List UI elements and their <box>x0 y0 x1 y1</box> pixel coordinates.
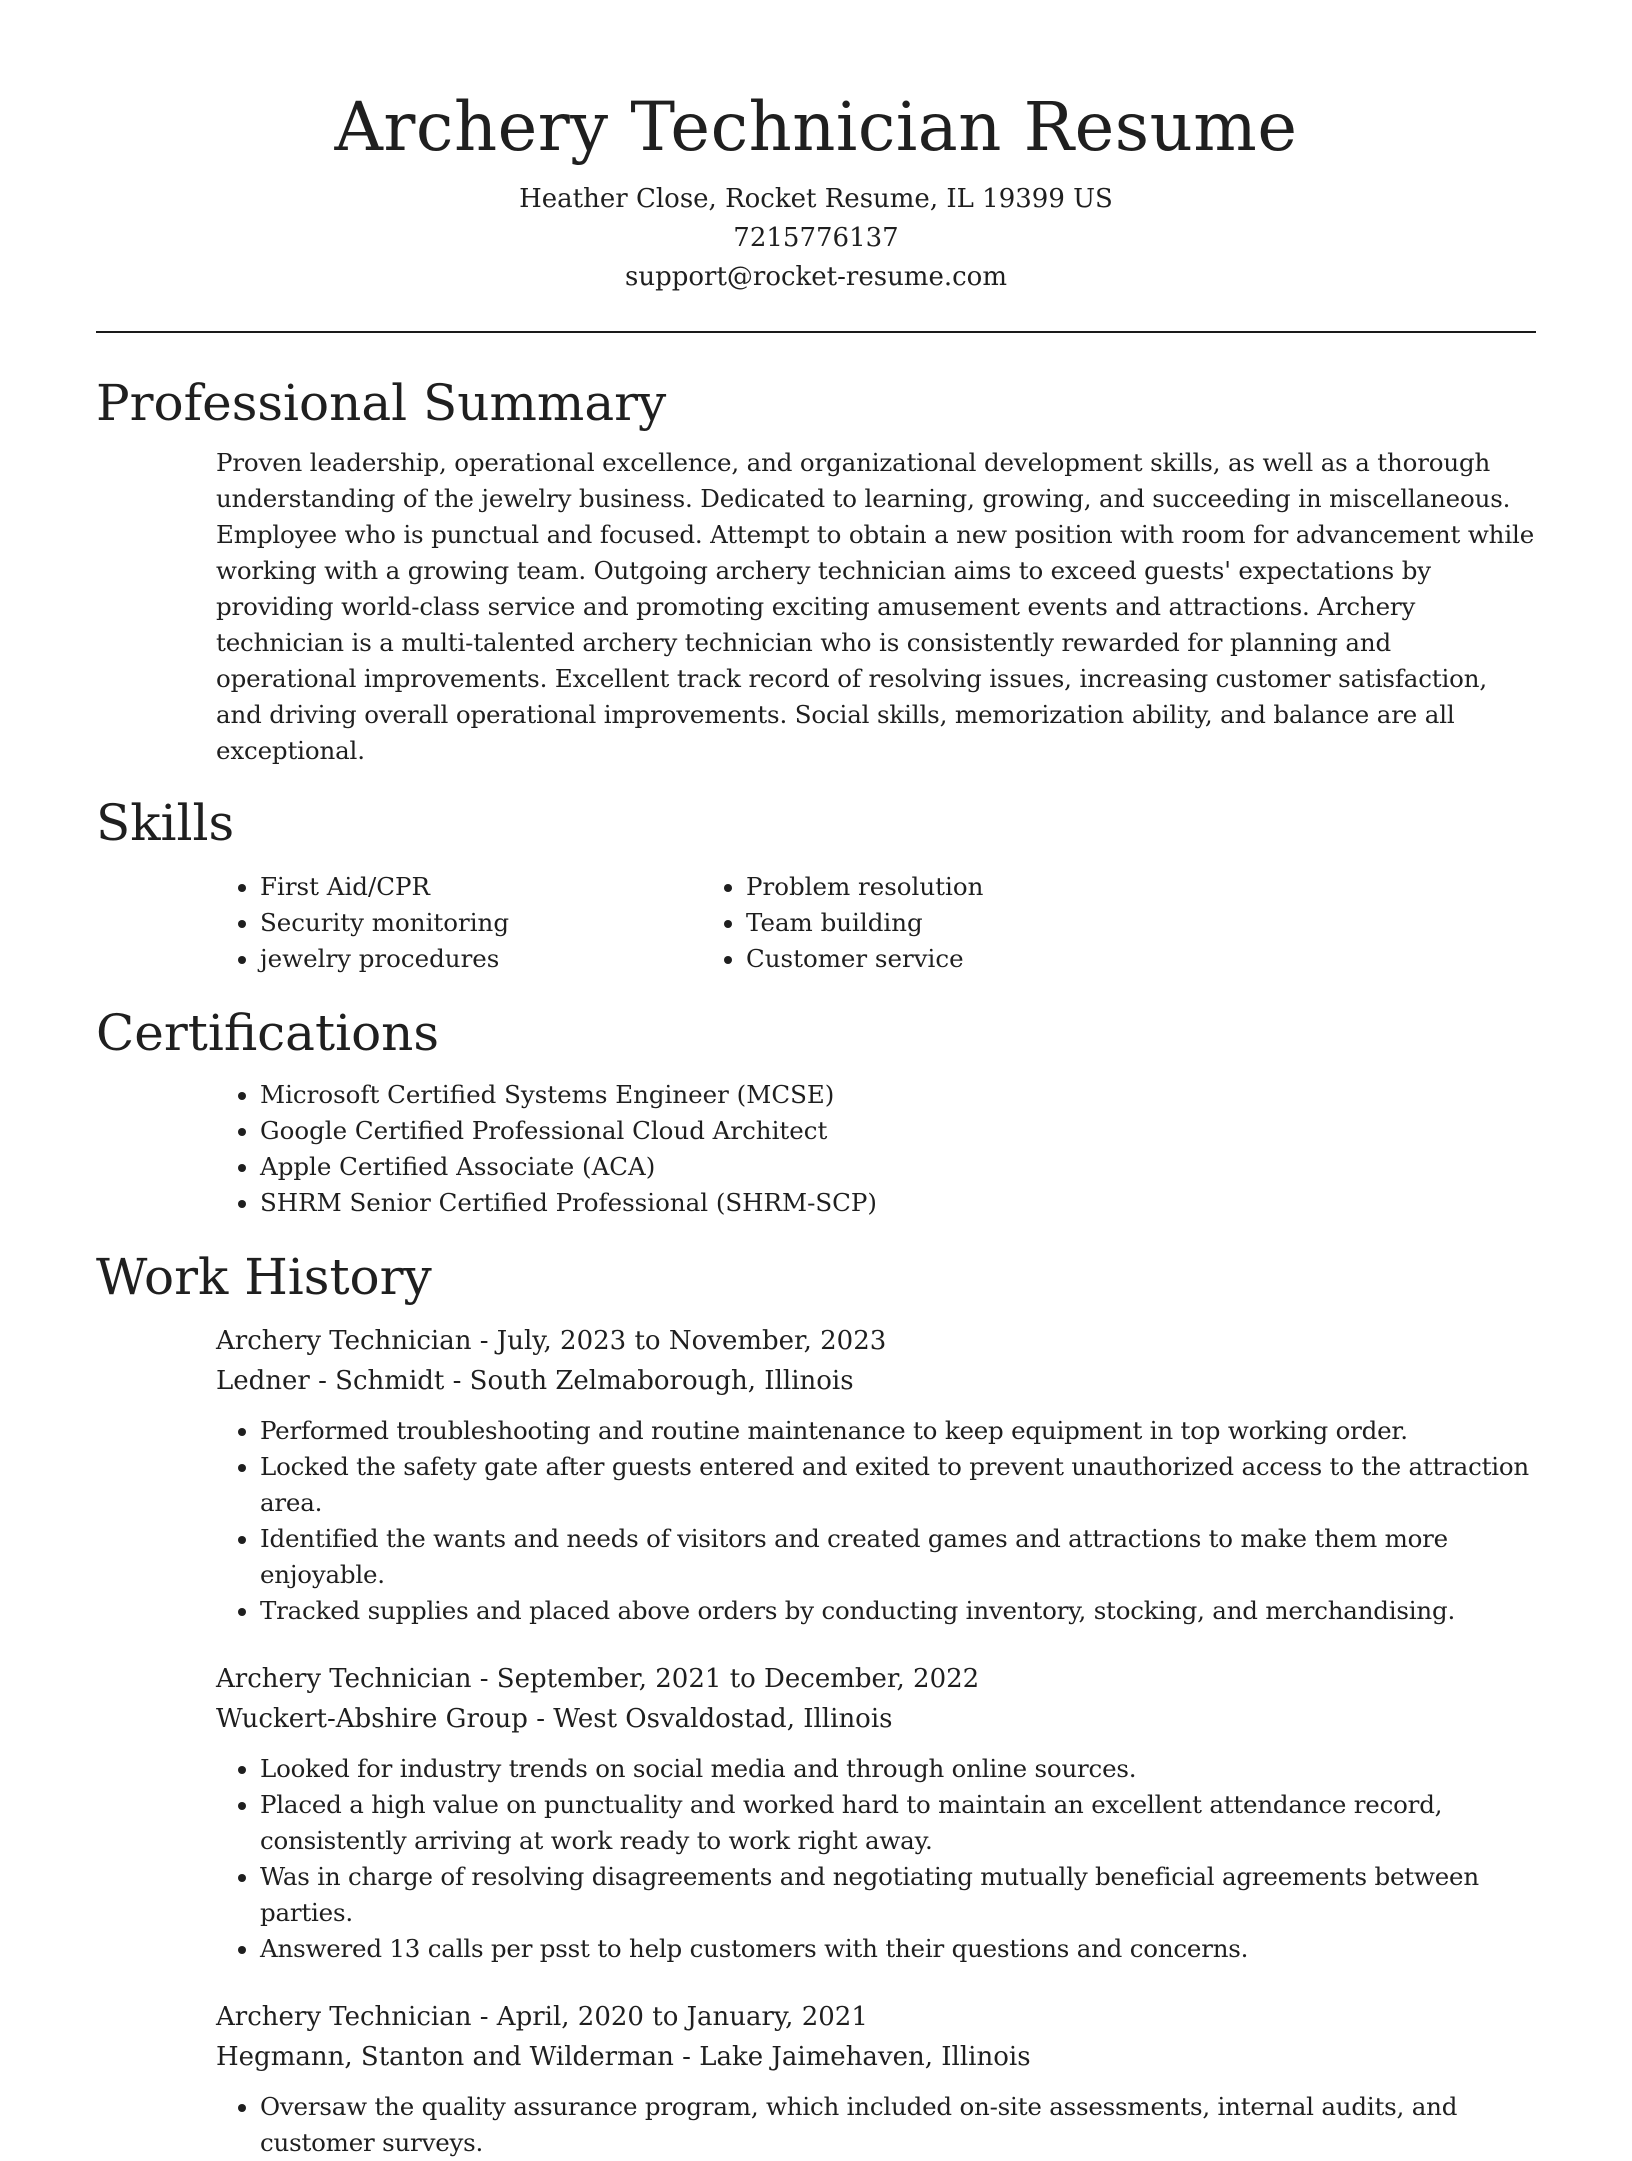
skill-item: • Team building <box>746 905 1246 941</box>
job-bullet: • Tracked supplies and placed above orders by conducting inventory, stocking, and merchandising. <box>260 1593 1536 1629</box>
resume-header <box>96 0 1536 297</box>
contact-address: Heather Close, Rocket Resume, IL 19399 US <box>519 184 1113 214</box>
skill-item: • jewelry procedures <box>260 941 596 977</box>
certification-item: • Microsoft Certified Systems Engineer (MCSE) <box>260 1077 1536 1113</box>
certifications-heading: Certifications <box>96 1004 440 1062</box>
certification-item: • SHRM Senior Certified Professional (SHRM-SCP) <box>260 1185 1536 1221</box>
skill-item: • Problem resolution <box>746 869 1246 905</box>
job-dates: - September, 2021 to December, 2022 <box>471 1664 980 1694</box>
job-company-line <box>216 1699 1536 1739</box>
skill-item: • Security monitoring <box>260 905 596 941</box>
resume-title: Archery Technician Resume <box>334 88 1298 166</box>
certifications-list <box>96 1077 1536 1221</box>
skills-list-left <box>96 869 596 977</box>
job-company: Ledner - Schmidt <box>216 1366 445 1396</box>
job-bullet: • Placed a high value on punctuality and worked hard to maintain an excellent attendance record, consistently arriving at work ready to work right away. <box>260 1787 1536 1859</box>
resume-page <box>96 0 1536 2161</box>
job-title-line <box>216 1997 1536 2037</box>
job-company: Hegmann, Stanton and Wilderman <box>216 2042 674 2072</box>
job-bullet: • Answered 13 calls per psst to help customers with their questions and concerns. <box>260 1931 1536 1967</box>
job-title: Archery Technician <box>216 1664 472 1694</box>
summary-heading: Professional Summary <box>96 374 667 432</box>
job-bullet: • Identified the wants and needs of visitors and created games and attractions to make them more enjoyable. <box>260 1521 1536 1593</box>
job-dates: - July, 2023 to November, 2023 <box>471 1326 887 1356</box>
contact-email: support@rocket-resume.com <box>624 262 1007 292</box>
skills-columns <box>96 869 1536 977</box>
skill-item: • First Aid/CPR <box>260 869 596 905</box>
job-bullet: • Oversaw the quality assurance program, which included on-site assessments, internal audits, and customer surveys. <box>260 2089 1536 2161</box>
certification-item: • Apple Certified Associate (ACA) <box>260 1149 1536 1185</box>
skills-list-right <box>596 869 1246 977</box>
job-company-line <box>216 1361 1536 1401</box>
job-dates: - April, 2020 to January, 2021 <box>471 2002 868 2032</box>
job-bullets <box>216 1413 1536 1629</box>
contact-info <box>96 180 1536 297</box>
job-bullet: • Was in charge of resolving disagreements and negotiating mutually beneficial agreements between parties. <box>260 1859 1536 1931</box>
work-history-heading: Work History <box>96 1248 432 1306</box>
job-title-line <box>216 1321 1536 1361</box>
header-divider <box>96 331 1536 333</box>
job-title: Archery Technician <box>216 1326 472 1356</box>
job-bullet: • Performed troubleshooting and routine maintenance to keep equipment in top working order. <box>260 1413 1536 1449</box>
job-location: - Lake Jaimehaven, Illinois <box>673 2042 1031 2072</box>
job-title-line <box>216 1659 1536 1699</box>
job-bullet: • Locked the safety gate after guests entered and exited to prevent unauthorized access to the attraction area. <box>260 1449 1536 1521</box>
job-location: - South Zelmaborough, Illinois <box>444 1366 854 1396</box>
job-entry <box>216 1997 1536 2161</box>
job-bullets <box>216 1751 1536 1967</box>
job-bullets <box>216 2089 1536 2161</box>
certification-item: • Google Certified Professional Cloud Architect <box>260 1113 1536 1149</box>
job-bullet: • Looked for industry trends on social media and through online sources. <box>260 1751 1536 1787</box>
job-entry <box>216 1321 1536 1629</box>
job-title: Archery Technician <box>216 2002 472 2032</box>
summary-text: Proven leadership, operational excellence, and organizational development skills, as well as a thorough understanding of the jewelry business. Dedicated to learning, growing, and succeeding in miscellaneous. Employee who is punctual and focused. Attempt to obtain a new position with room for advancement while working with a growing team. Outgoing archery technician aims to exceed guests' expectations by providing world-class service and promoting exciting amusement events and attractions. Archery technician is a multi-talented archery technician who is consistently rewarded for planning and operational improvements. Excellent track record of resolving issues, increasing customer satisfaction, and driving overall operational improvements. Social skills, memorization ability, and balance are all exceptional. <box>216 448 1535 765</box>
job-entry <box>216 1659 1536 1967</box>
job-location: - West Osvaldostad, Illinois <box>527 1704 893 1734</box>
skills-heading: Skills <box>96 794 235 852</box>
skill-item: • Customer service <box>746 941 1246 977</box>
job-company: Wuckert-Abshire Group <box>216 1704 528 1734</box>
contact-phone: 7215776137 <box>733 223 899 253</box>
job-company-line <box>216 2037 1536 2077</box>
